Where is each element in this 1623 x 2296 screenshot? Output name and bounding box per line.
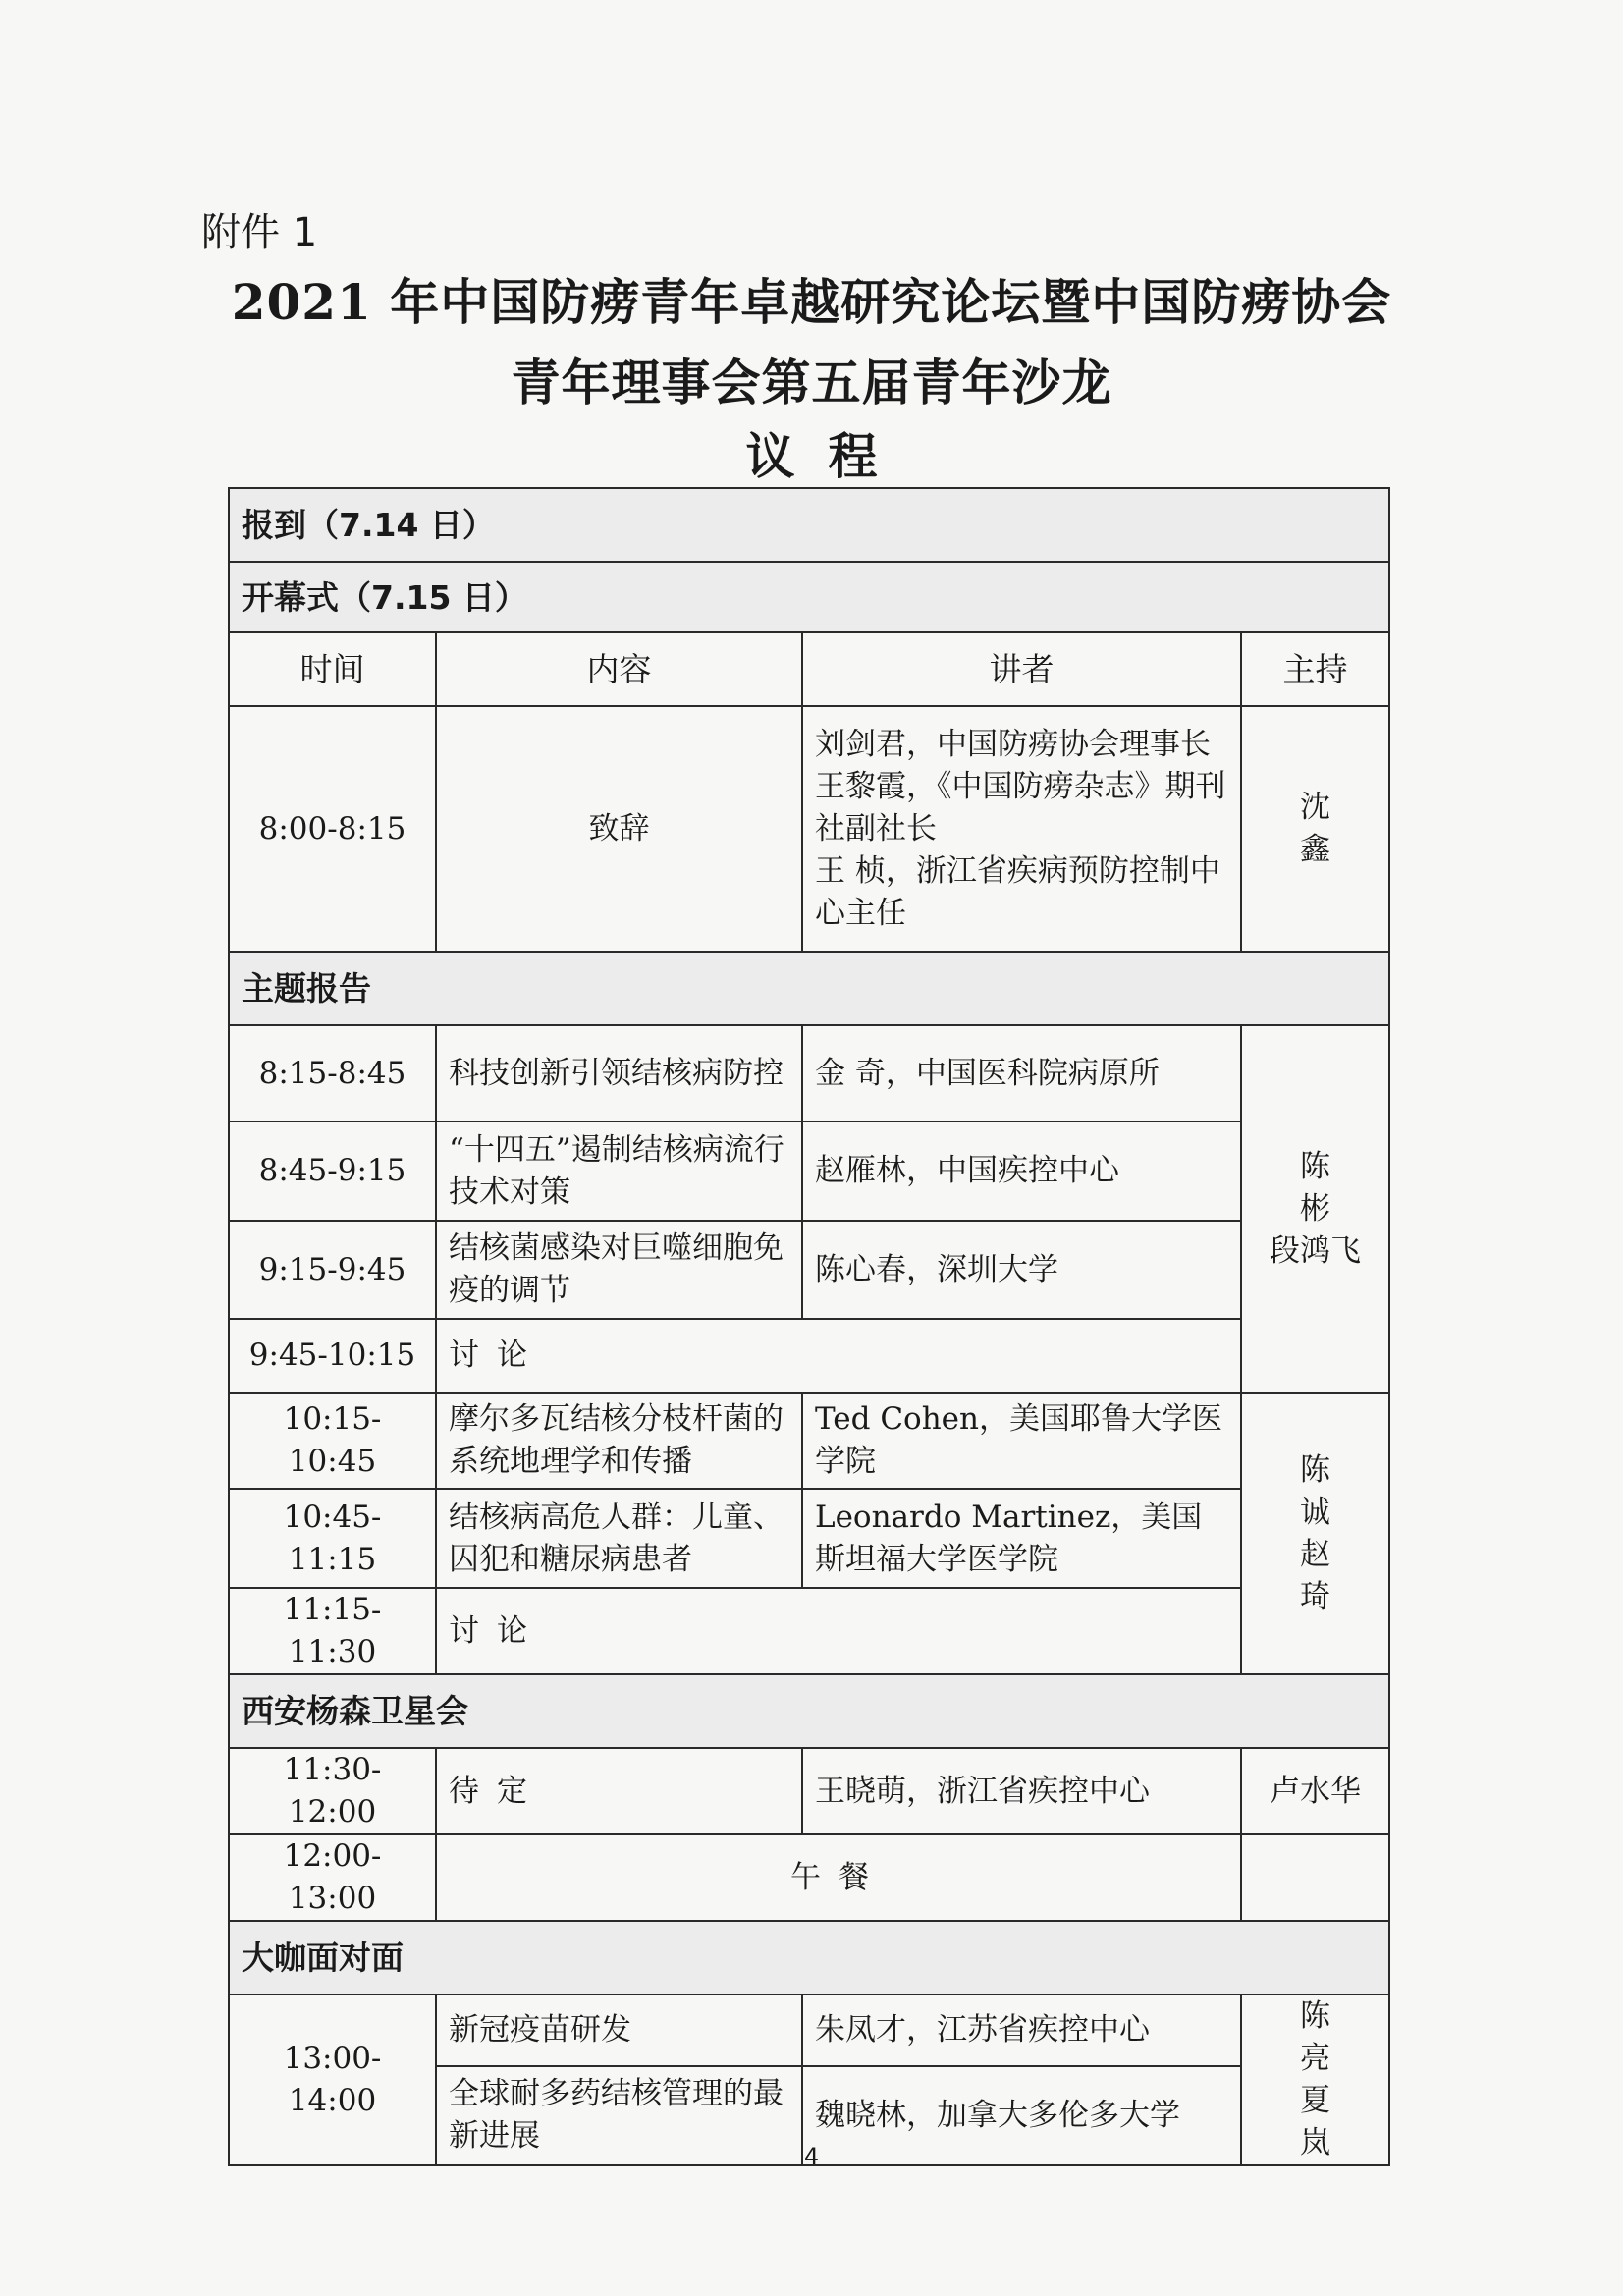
time-cell: 9:45-10:15 <box>229 1319 436 1393</box>
table-row <box>229 1588 1389 1674</box>
host-name: 赵琦 <box>1300 1536 1357 1614</box>
host-cell <box>1241 1025 1389 1393</box>
section-row <box>229 488 1389 562</box>
table-row <box>229 1221 1389 1319</box>
content-cell: 科技创新引领结核病防控 <box>436 1025 802 1121</box>
table-row <box>229 1025 1389 1121</box>
time-cell: 8:45-9:15 <box>229 1121 436 1221</box>
speaker-cell: 陈心春，深圳大学 <box>802 1221 1241 1319</box>
section-faceoff: 大咖面对面 <box>229 1921 1389 1995</box>
section-registration: 报到（7.14 日） <box>229 488 1389 562</box>
speaker-line: 刘剑君，中国防痨协会理事长 <box>815 726 1211 762</box>
table-row <box>229 1319 1389 1393</box>
content-cell: 摩尔多瓦结核分枝杆菌的系统地理学和传播 <box>436 1393 802 1489</box>
table-row <box>229 706 1389 952</box>
title-line-1: 2021 年中国防痨青年卓越研究论坛暨中国防痨协会 <box>231 273 1392 331</box>
table-row <box>229 1393 1389 1489</box>
table-row <box>229 1834 1389 1921</box>
host-cell <box>1241 706 1389 952</box>
table-row <box>229 1121 1389 1221</box>
speaker-cell: 魏晓林，加拿大多伦多大学 <box>802 2066 1241 2165</box>
host-cell <box>1241 1393 1389 1674</box>
time-cell: 11:15-11:30 <box>229 1588 436 1674</box>
host-cell: 卢水华 <box>1241 1748 1389 1834</box>
header-row <box>229 632 1389 706</box>
agenda-table <box>228 487 1390 2166</box>
section-opening: 开幕式（7.15 日） <box>229 562 1389 632</box>
speaker-cell <box>802 706 1241 952</box>
content-cell: 午餐 <box>436 1834 1241 1921</box>
table-row <box>229 1748 1389 1834</box>
title-agenda: 议程 <box>745 427 911 485</box>
speaker-cell: 金 奇，中国医科院病原所 <box>802 1025 1241 1121</box>
section-row <box>229 1921 1389 1995</box>
time-cell: 9:15-9:45 <box>229 1221 436 1319</box>
header-speaker: 讲者 <box>802 632 1241 706</box>
section-row <box>229 952 1389 1025</box>
speaker-line: 王 桢，浙江省疾病预防控制中心主任 <box>815 852 1220 931</box>
host-name: 陈彬 <box>1300 1148 1357 1227</box>
section-row <box>229 1674 1389 1748</box>
page-number: 4 <box>803 2143 820 2170</box>
content-cell: “十四五”遏制结核病流行技术对策 <box>436 1121 802 1221</box>
host-name: 夏岚 <box>1300 2083 1357 2160</box>
speaker-cell: 朱凤才，江苏省疾控中心 <box>802 1995 1241 2066</box>
time-cell: 11:30-12:00 <box>229 1748 436 1834</box>
content-cell: 讨论 <box>436 1588 1241 1674</box>
content-cell: 结核菌感染对巨噬细胞免疫的调节 <box>436 1221 802 1319</box>
content-cell: 待定 <box>436 1748 802 1834</box>
attachment-label: 附件 1 <box>201 210 318 255</box>
time-cell: 12:00-13:00 <box>229 1834 436 1921</box>
host-name: 陈诚 <box>1300 1451 1357 1530</box>
section-row <box>229 562 1389 632</box>
time-cell: 10:45-11:15 <box>229 1489 436 1588</box>
time-cell: 13:00-14:00 <box>229 1995 436 2165</box>
content-cell: 全球耐多药结核管理的最新进展 <box>436 2066 802 2165</box>
speaker-cell: 赵雁林，中国疾控中心 <box>802 1121 1241 1221</box>
table-row <box>229 1995 1389 2066</box>
host-cell <box>1241 1834 1389 1921</box>
host-name: 陈亮 <box>1300 1998 1357 2076</box>
header-host: 主持 <box>1241 632 1389 706</box>
speaker-cell: Leonardo Martinez，美国斯坦福大学医学院 <box>802 1489 1241 1588</box>
time-cell: 8:15-8:45 <box>229 1025 436 1121</box>
speaker-line: 王黎霞，《中国防痨杂志》期刊社副社长 <box>815 768 1226 847</box>
title-line-2: 青年理事会第五届青年沙龙 <box>511 354 1112 411</box>
time-cell: 8:00-8:15 <box>229 706 436 952</box>
section-keynote: 主题报告 <box>229 952 1389 1025</box>
header-content: 内容 <box>436 632 802 706</box>
speaker-cell: 王晓萌，浙江省疾控中心 <box>802 1748 1241 1834</box>
content-cell: 结核病高危人群：儿童、囚犯和糖尿病患者 <box>436 1489 802 1588</box>
content-cell: 讨论 <box>436 1319 1241 1393</box>
host-name: 沈鑫 <box>1300 790 1357 867</box>
content-cell: 致辞 <box>436 706 802 952</box>
section-satellite: 西安杨森卫星会 <box>229 1674 1389 1748</box>
host-name: 段鸿飞 <box>1270 1232 1362 1269</box>
time-cell: 10:15-10:45 <box>229 1393 436 1489</box>
header-time: 时间 <box>229 632 436 706</box>
speaker-cell: Ted Cohen，美国耶鲁大学医学院 <box>802 1393 1241 1489</box>
table-row <box>229 1489 1389 1588</box>
host-cell <box>1241 1995 1389 2165</box>
content-cell: 新冠疫苗研发 <box>436 1995 802 2066</box>
